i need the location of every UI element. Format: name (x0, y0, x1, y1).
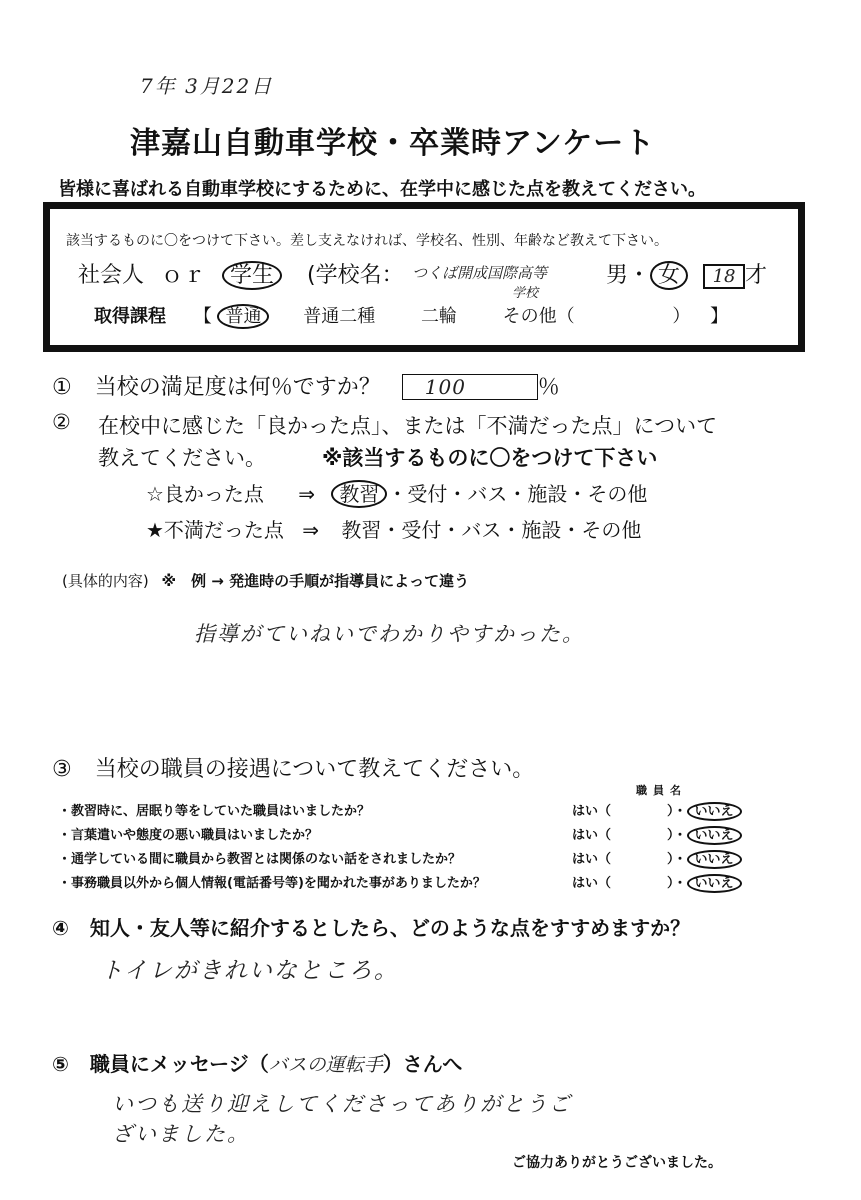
close-paren: ）・ (667, 876, 687, 891)
course-motorcycle[interactable]: 二輪 (420, 306, 457, 327)
option-social[interactable]: 社会人 (78, 263, 145, 288)
good-arrow: ⇒ (298, 482, 316, 506)
dot: ・ (501, 518, 522, 542)
q4-heading (52, 912, 690, 941)
yes-option[interactable]: はい（ (572, 876, 612, 891)
detail-label: (具体的内容) (62, 572, 149, 590)
close-paren: ）・ (667, 852, 687, 867)
bad-arrow: ⇒ (302, 518, 320, 542)
course-other[interactable]: その他（ (502, 306, 575, 327)
school-name-answer: つくば開成国際高等 (412, 264, 548, 282)
q5-heading (52, 1048, 462, 1077)
dot: ・ (561, 518, 582, 542)
dot: ・ (441, 518, 462, 542)
gender-separator: ・ (628, 263, 651, 288)
page-subtitle: 皆様に喜ばれる自動車学校にするために、在学中に感じた点を教えてください。 (58, 179, 706, 200)
q3-number: ③ (52, 757, 72, 782)
no-option-circled[interactable]: いいえ (687, 802, 742, 821)
bad-option-reception[interactable]: 受付 (401, 518, 442, 542)
q2-number: ② (52, 410, 71, 434)
course-label: 取得課程 (94, 306, 166, 327)
q4-answer[interactable]: トイレがきれいなところ。 (100, 958, 399, 984)
good-option-reception[interactable]: 受付 (407, 482, 448, 506)
school-name-answer-suffix: 学校 (512, 286, 539, 301)
good-option-other[interactable]: その他 (587, 482, 648, 506)
q1-row (52, 370, 560, 401)
age-field[interactable]: 18 (703, 264, 745, 289)
gender-age-row (606, 258, 767, 289)
bad-option-lesson[interactable]: 教習 (341, 518, 382, 542)
dot: ・ (507, 482, 528, 506)
q3-row-2: ・言葉遣いや態度の悪い職員はいましたか？ (58, 828, 319, 843)
dot: ・ (567, 482, 588, 506)
close-paren: ）・ (667, 804, 687, 819)
course-other-close: ） (672, 306, 691, 327)
q3-text: 当校の職員の接遇について教えてください。 (94, 757, 535, 782)
q2-text-line1: 在校中に感じた「良かった点」、または「不満だった点」について (98, 414, 718, 438)
good-option-bus[interactable]: バス (467, 482, 508, 506)
q3-heading (52, 752, 534, 783)
bracket-open: 【 (193, 306, 212, 327)
box-instruction: 該当するものに〇をつけて下さい。差し支えなければ、学校名、性別、年齢など教えて下さい。 (66, 233, 668, 249)
q3-row-4: ・事務職員以外から個人情報(電話番号等)を聞かれた事がありましたか？ (58, 876, 486, 891)
age-unit: 才 (745, 263, 768, 288)
q3-answer-4 (572, 872, 742, 891)
satisfaction-field[interactable]: 100 (402, 374, 538, 400)
q1-text: 当校の満足度は何％ですか？ (94, 375, 381, 400)
staff-name-header: 職員名 (636, 784, 687, 797)
q1-number: ① (52, 375, 72, 400)
q5-text-b: ）さんへ (382, 1052, 463, 1076)
dot: ・ (387, 482, 408, 506)
q3-answer-3 (572, 848, 742, 867)
q2-text-line2: 教えてください。 (98, 446, 266, 470)
option-student-circled[interactable]: 学生 (222, 261, 282, 290)
detail-row (62, 570, 469, 591)
no-option-circled[interactable]: いいえ (687, 850, 742, 869)
course-regular-class2[interactable]: 普通二種 (303, 306, 376, 327)
bad-option-other[interactable]: その他 (581, 518, 642, 542)
q2-answer[interactable]: 指導がていねいでわかりやすかった。 (194, 622, 585, 646)
bad-points-label: ★不満だった点 (146, 518, 284, 542)
q1-unit: ％ (537, 375, 560, 400)
q2-note: ※該当するものに〇をつけて下さい (322, 446, 658, 470)
no-option-circled[interactable]: いいえ (687, 826, 742, 845)
q3-answer-1 (572, 800, 742, 819)
bad-option-facility[interactable]: 施設 (521, 518, 562, 542)
school-label: (学校名： (307, 263, 404, 288)
footer-thanks: ご協力ありがとうございました。 (512, 1155, 722, 1171)
q5-recipient[interactable]: バスの運転手 (268, 1054, 383, 1076)
good-points-row (146, 478, 647, 507)
q5-text-a: 職員にメッセージ（ (89, 1052, 269, 1076)
course-row (94, 302, 728, 328)
q3-row-3: ・通学している間に職員から教習とは関係のない話をされましたか？ (58, 852, 462, 867)
date: 7年 3月22日 (140, 74, 274, 98)
dot: ・ (381, 518, 402, 542)
bracket-close: 】 (710, 306, 729, 327)
yes-option[interactable]: はい（ (572, 828, 612, 843)
q5-number: ⑤ (52, 1052, 69, 1076)
yes-option[interactable]: はい（ (572, 804, 612, 819)
q5-answer-line2[interactable]: ざいました。 (112, 1122, 250, 1146)
bad-option-bus[interactable]: バス (461, 518, 502, 542)
good-points-label: ☆良かった点 (146, 482, 264, 506)
or-label: ｏｒ (161, 263, 206, 288)
q4-text: 知人・友人等に紹介するとしたら、どのような点をすすめますか？ (89, 916, 691, 940)
bad-points-row (146, 514, 641, 543)
q4-number: ④ (52, 916, 69, 940)
good-option-lesson-circled[interactable]: 教習 (331, 480, 387, 508)
q3-row-1: ・教習時に、居眠り等をしていた職員はいましたか？ (58, 804, 371, 819)
page-title: 津嘉山自動車学校・卒業時アンケート (130, 126, 656, 161)
close-paren: ）・ (667, 828, 687, 843)
no-option-circled[interactable]: いいえ (687, 874, 742, 893)
course-regular-circled[interactable]: 普通 (217, 304, 269, 329)
option-male[interactable]: 男 (606, 263, 629, 288)
yes-option[interactable]: はい（ (572, 852, 612, 867)
option-female-circled[interactable]: 女 (650, 261, 688, 290)
q3-answer-2 (572, 824, 742, 843)
good-option-facility[interactable]: 施設 (527, 482, 568, 506)
dot: ・ (447, 482, 468, 506)
q5-answer-line1[interactable]: いつも送り迎えしてくださってありがとうご (112, 1092, 572, 1116)
respondent-type-row (78, 258, 404, 289)
detail-example: ※ 例 → 発進時の手順が指導員によって違う (161, 572, 470, 590)
